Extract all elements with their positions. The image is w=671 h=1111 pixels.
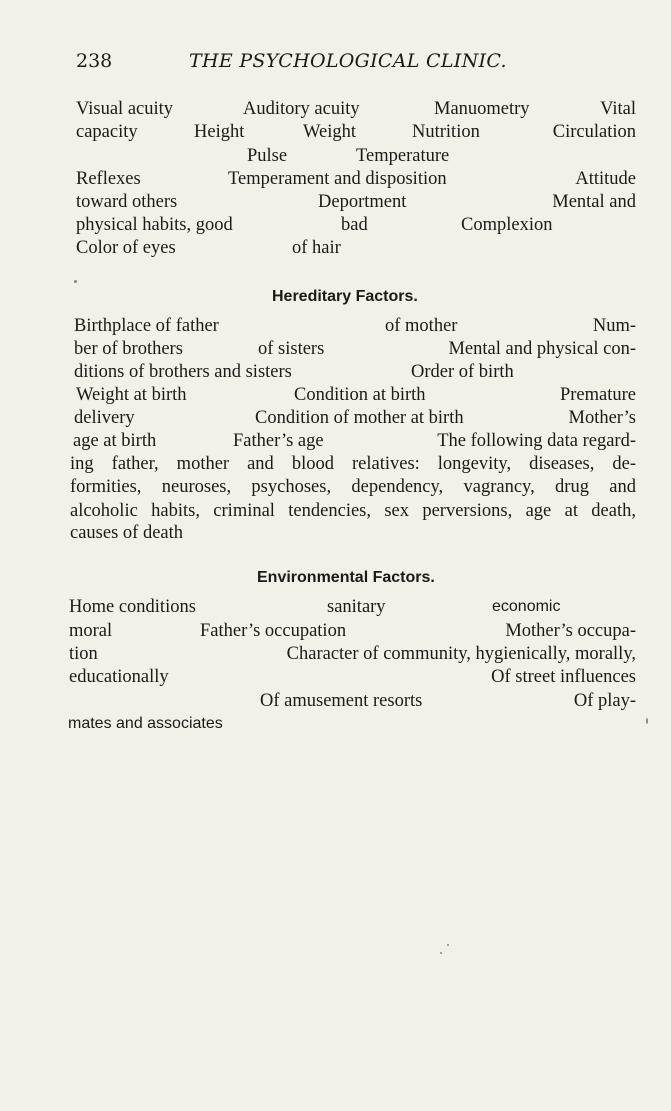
environmental-line-4 xyxy=(69,665,636,689)
text-item: Mental and xyxy=(552,192,636,212)
text-item: Of street influences xyxy=(491,667,636,687)
text-item: Father’s age xyxy=(233,431,324,451)
text-item: moral xyxy=(69,621,113,641)
hereditary-line-6 xyxy=(73,429,636,453)
text-item: Father’s occupation xyxy=(200,621,347,641)
text-item: Weight at birth xyxy=(76,385,187,405)
text-item: Mental and physical con- xyxy=(448,339,636,359)
hereditary-heading: Hereditary Factors. xyxy=(272,288,418,305)
text-item: Vital xyxy=(600,99,636,119)
environmental-heading: Environmental Factors. xyxy=(257,569,435,586)
text-item: Birthplace of father xyxy=(74,316,219,336)
text-item: Color of eyes xyxy=(76,238,176,258)
physical-line-7 xyxy=(76,236,636,260)
text-item: Of amusement resorts xyxy=(260,691,423,711)
paper-speck xyxy=(447,944,449,946)
text-item: of mother xyxy=(385,316,458,336)
text-item: Weight xyxy=(303,122,356,142)
environmental-line-1 xyxy=(69,595,636,619)
text-item: bad xyxy=(341,215,368,235)
hereditary-line-7: ing father, mother and blood relatives: longevity, diseases, de- xyxy=(70,454,636,474)
page-header xyxy=(76,50,636,78)
text-item: Pulse xyxy=(247,146,288,166)
hereditary-line-2 xyxy=(74,337,636,361)
text-item: delivery xyxy=(74,408,135,428)
physical-line-3 xyxy=(76,144,636,168)
hereditary-line-1 xyxy=(74,314,636,338)
text-item: Deportment xyxy=(318,192,407,212)
environmental-line-5 xyxy=(69,689,636,713)
physical-line-4 xyxy=(76,167,636,191)
paper-speck xyxy=(74,280,77,283)
text-item: Circulation xyxy=(552,122,636,142)
hereditary-line-8: formities, neuroses, psychoses, dependency, vagrancy, drug and xyxy=(70,477,636,497)
text-item: Premature xyxy=(559,385,636,405)
hereditary-line-5 xyxy=(74,406,636,430)
text-item: Temperament and disposition xyxy=(228,169,447,189)
text-item: ditions of brothers and sisters xyxy=(74,362,292,382)
physical-line-2 xyxy=(76,120,636,144)
text-item: of sisters xyxy=(258,339,325,359)
text-item: ber of brothers xyxy=(74,339,183,359)
text-item: Auditory acuity xyxy=(243,99,360,119)
paper-speck xyxy=(646,718,648,724)
hereditary-line-4 xyxy=(76,383,636,407)
text-item: Visual acuity xyxy=(76,99,174,119)
text-item: Height xyxy=(194,122,245,142)
environmental-line-3 xyxy=(69,642,636,666)
text-item: Mother’s xyxy=(568,408,636,428)
page-number: 238 xyxy=(76,50,113,72)
hereditary-line-9: alcoholic habits, criminal tendencies, sex perversions, age at death, xyxy=(70,501,636,521)
physical-line-5 xyxy=(76,190,636,214)
text-item: Home conditions xyxy=(69,597,196,617)
text-item: economic xyxy=(492,598,561,615)
running-title: THE PSYCHOLOGICAL CLINIC. xyxy=(189,50,507,72)
text-item: causes of death xyxy=(70,523,184,543)
environmental-line-6 xyxy=(68,712,368,736)
text-item: Nutrition xyxy=(412,122,480,142)
text-item: Condition at birth xyxy=(294,385,426,405)
text-item: toward others xyxy=(76,192,178,212)
text-item: The following data regard- xyxy=(437,431,636,451)
text-item: Reflexes xyxy=(76,169,141,189)
text-item: Num- xyxy=(592,316,636,336)
text-item: mates and associates xyxy=(68,715,223,732)
text-item: Condition of mother at birth xyxy=(255,408,464,428)
text-item: tion xyxy=(69,644,98,664)
text-item: Attitude xyxy=(575,169,636,189)
text-item: Mother’s occupa- xyxy=(505,621,636,641)
text-item: of hair xyxy=(292,238,341,258)
text-item: sanitary xyxy=(327,597,386,617)
physical-line-1 xyxy=(76,97,636,121)
environmental-line-2 xyxy=(69,619,636,643)
text-item: Character of community, hygienically, morally, xyxy=(286,644,636,664)
text-item: Of play- xyxy=(573,691,636,711)
paper-speck xyxy=(440,952,442,954)
text-item: capacity xyxy=(76,122,138,142)
text-item: age at birth xyxy=(73,431,157,451)
text-item: Order of birth xyxy=(411,362,514,382)
hereditary-line-3 xyxy=(74,360,636,384)
physical-line-6 xyxy=(76,213,636,237)
hereditary-line-10 xyxy=(70,521,370,545)
text-item: educationally xyxy=(69,667,169,687)
text-item: Temperature xyxy=(356,146,450,166)
text-item: physical habits, good xyxy=(76,215,233,235)
text-item: Complexion xyxy=(461,215,553,235)
text-item: Manuometry xyxy=(434,99,530,119)
